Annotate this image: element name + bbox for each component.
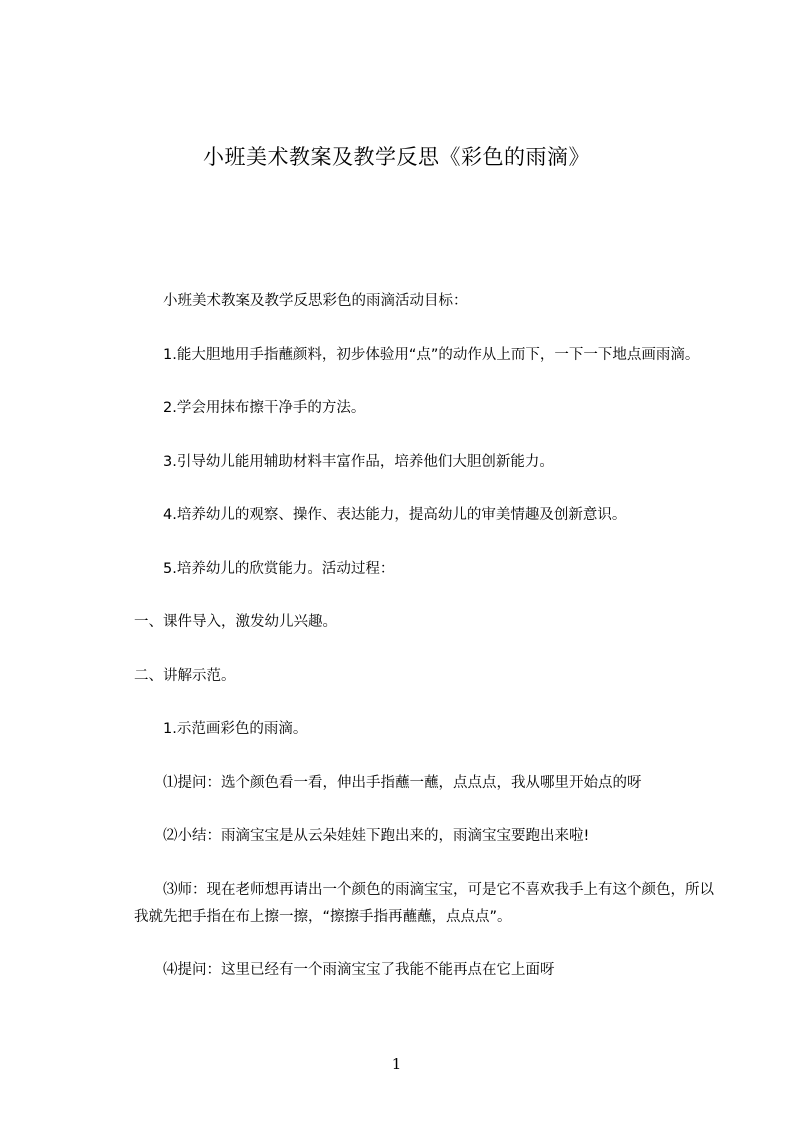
paragraph-objective-5: 5.培养幼儿的欣赏能力。活动过程：: [163, 560, 395, 577]
paragraph-step-1-question-2: ⑷提问：这里已经有一个雨滴宝宝了我能不能再点在它上面呀: [163, 962, 555, 978]
paragraph-step-1-teacher: ⑶师：现在老师想再请出一个颜色的雨滴宝宝，可是它不喜欢我手上有这个颜色，所以我就先把手指在布上擦一擦，“擦擦手指再蘸蘸，点点点”。: [134, 881, 714, 925]
paragraph-objectives-heading: 小班美术教案及教学反思彩色的雨滴活动目标：: [163, 293, 468, 309]
paragraph-objective-1: 1.能大胆地用手指蘸颜料，初步体验用“点”的动作从上而下，一下一下地点画雨滴。: [163, 346, 700, 363]
paragraph-objective-3: 3.引导幼儿能用辅助材料丰富作品，培养他们大胆创新能力。: [163, 453, 554, 470]
paragraph-step-1-summary: ⑵小结：雨滴宝宝是从云朵娃娃下跑出来的，雨滴宝宝要跑出来啦!: [163, 828, 590, 844]
paragraph-section-2: 二、讲解示范。: [134, 667, 236, 684]
paragraph-step-1: 1.示范画彩色的雨滴。: [163, 721, 308, 737]
paragraph-step-1-question: ⑴提问：选个颜色看一看，伸出手指蘸一蘸，点点点，我从哪里开始点的呀: [163, 774, 642, 791]
document-body: [134, 288, 724, 1011]
paragraph-section-1: 一、课件导入，激发幼儿兴趣。: [134, 614, 337, 630]
paragraph-objective-4: 4.培养幼儿的观察、操作、表达能力，提高幼儿的审美情趣及创新意识。: [163, 507, 627, 523]
page-number: 1: [391, 1055, 402, 1073]
document-title: 小班美术教案及教学反思《彩色的雨滴》: [203, 145, 590, 169]
paragraph-objective-2: 2.学会用抹布擦干净手的方法。: [163, 400, 366, 416]
